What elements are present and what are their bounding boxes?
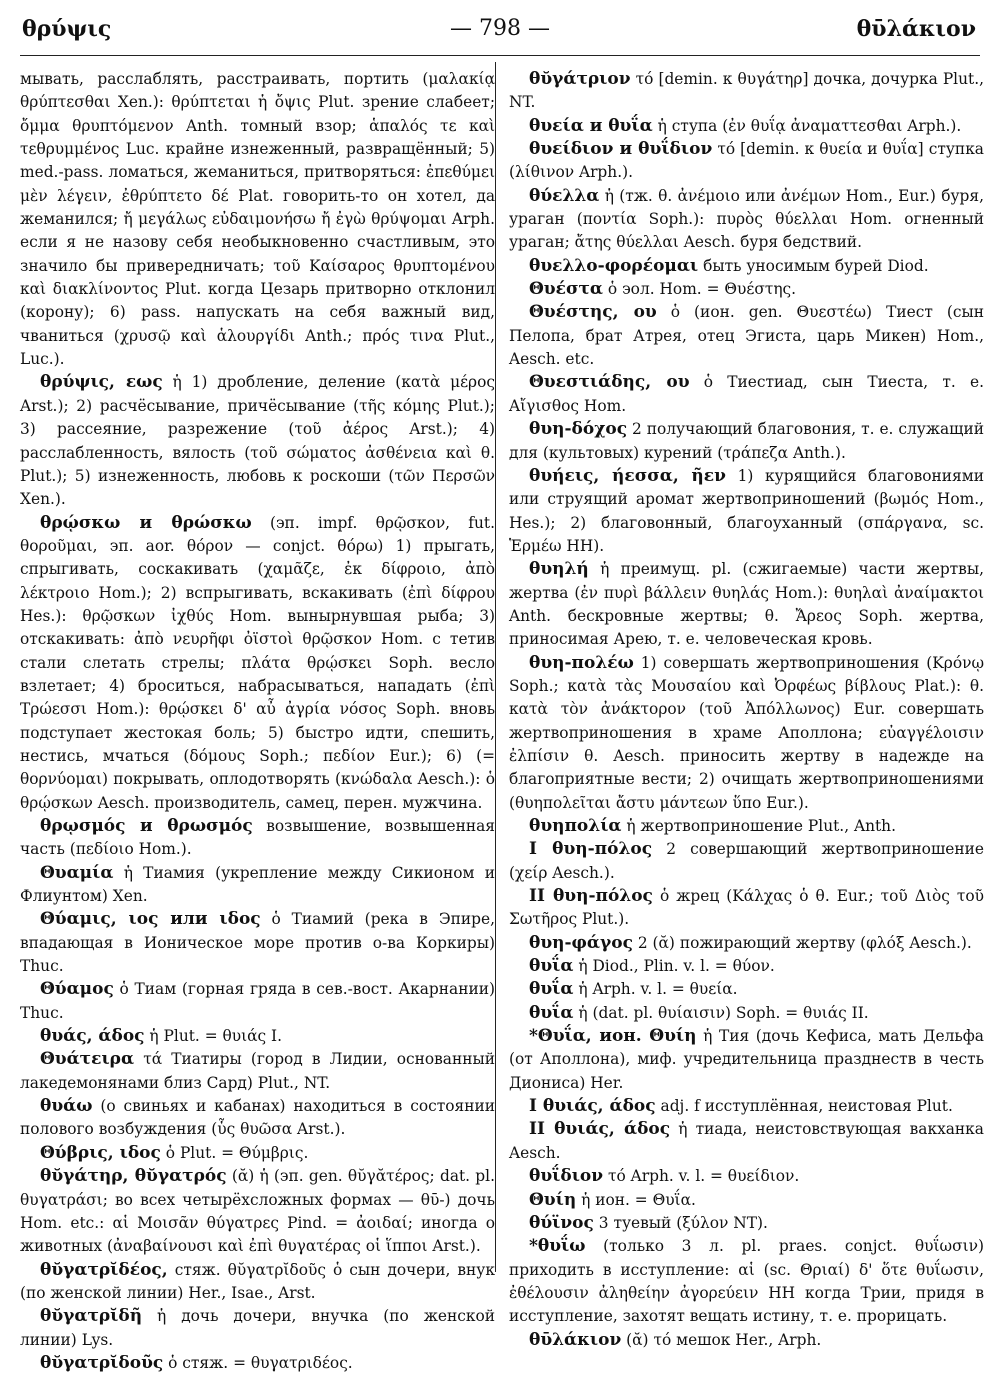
dictionary-entry	[509, 1118, 984, 1165]
dictionary-entry	[509, 465, 984, 558]
entry-headword: II θυη-πόλος	[529, 886, 653, 907]
entry-definition: ἡ Diod., Plin. v. l. = θύον.	[578, 957, 775, 976]
entry-headword: θυάς, άδος	[40, 1026, 145, 1047]
entry-headword: θύϊνος	[529, 1212, 594, 1233]
entry-headword: θυΐα	[529, 956, 574, 977]
dictionary-entry	[509, 1329, 984, 1352]
entry-definition: ὁ (ион. gen. Θυεστέω) Тиест (сын Пелопа, брат Атрея, отец Эгиста, царь Микен) Hom., Aesch. etc.	[509, 303, 984, 369]
header-left-guideword: θρύψις	[22, 16, 112, 42]
dictionary-entry	[20, 1352, 495, 1375]
entry-definition: быть уносимым бурей Diod.	[703, 256, 929, 275]
entry-definition: ἡ Тия (дочь Кефиса, мать Дельфа (от Аполлона), миф. учредительница празднеств в честь Диониса) Her.	[509, 1027, 984, 1092]
dictionary-entry	[509, 652, 984, 815]
entry-definition: (эп. impf. θρῷσκον, fut. θοροῦμαι, эп. aor. θόρον — conjct. θόρω) 1) прыгать, спрыгивать, соскакивать (χαμᾶζε, ἐκ δίφροιο, ἀπὸ λέκτροιο Hom.); 2) вспрыгивать, вскакивать (ἐπὶ δίφρου Hes.): θρῷσκων ἰχθύς Hom. вынырнувшая рыба; 3) отскакивать: ἀπὸ νευρῆφι ὀϊστοὶ θρῷσκον Hom. с тетив стали слетать стрелы; πλάτα θρῴσκει Soph. весло взлетает; 4) броситься, набрасываться, нападать (ἐπὶ Τρώεσσι Hom.): θρῴσκει δ' αὖ ἀγρία νόσος Soph. вновь подступает жестокая боль; 5) быстро идти, спешить, нестись, мчаться (δόμους Soph.; πεδίον Eur.); 6) (= θορνύομαι) покрывать, оплодотворять (κνώδαλα Aesch.): ὁ θρῴσκων Aesch. производитель, самец, перен. мужчина.	[20, 513, 495, 812]
entry-headword: Θύβρις, ιδος	[40, 1142, 161, 1163]
entry-headword: θυείδιον и θυΐδιον	[529, 139, 713, 160]
header-rule	[20, 55, 980, 56]
entry-definition: ἡ Arph. v. l. = θυεία.	[578, 980, 738, 999]
entry-headword: θῠγάτριον	[529, 69, 631, 89]
dictionary-entry	[509, 1189, 984, 1212]
entry-definition: ἡ ступа (ἐν θυΐᾳ ἀναματτεσθαι Arph.).	[657, 116, 962, 135]
entry-headword: θυη-δόχος	[529, 419, 628, 440]
entry-headword: θυη-πολέω	[529, 652, 634, 673]
entry-headword: θυεία и θυΐα	[529, 115, 653, 136]
entry-headword: Θύαμος	[40, 979, 114, 1000]
dictionary-entry	[20, 1259, 495, 1306]
entry-definition: (ᾰ) τό мешок Her., Arph.	[626, 1330, 822, 1349]
entry-definition: ὁ эол. Hom. = Θυέστης.	[607, 280, 797, 299]
entry-headword: Θυάτειρα	[40, 1049, 135, 1070]
entry-definition: ἡ (dat. pl. θυίαισιν) Soph. = θυιάς II.	[578, 1003, 869, 1022]
dictionary-entry	[20, 978, 495, 1025]
entry-definition: τό [demin. к θυεία и θυΐα] ступка (λίθινον Arph.).	[509, 140, 984, 182]
entry-definition: (ᾰ) ἡ (эп. gen. θῠγᾰτέρος; dat. pl. θυγατράσι; во всех четырёхсложных формах — θῡ-) дочь Hom. etc.: αἱ Μοισᾶν θύγατρες Pind. = ἀοιδαί; иногда о животных (ἀναβαίνουσι καὶ ἐπὶ θυγατέρας οἱ ἵπποι Arst.).	[20, 1167, 495, 1256]
entry-headword: θυΐα	[529, 1002, 574, 1023]
entry-definition: ἡ 1) дробление, деление (κατὰ μέρος Arst.); 2) расчёсывание, причёсывание (τῆς κόμης Plut.); 3) рассеяние, разрежение (τοῦ ἀέρος Arst.); 4) расслабленность, вялость (τοῦ σώματος ἀσθένεια καὶ θ. Plut.); 5) изнеженность, любовь к роскоши (τῶν Περσῶν Xen.).	[20, 373, 495, 509]
dictionary-entry	[509, 371, 984, 418]
entry-headword: θρύψις, εως	[40, 372, 163, 393]
entry-definition: 2 получающий благовония, т. е. служащий для (культовых) курений (τράπεζα Anth.).	[509, 420, 984, 462]
dictionary-entry	[509, 115, 984, 138]
entry-headword: *θυΐω	[529, 1236, 586, 1257]
entry-definition: мывать, расслаблять, расстраивать, портить (μαλακίᾳ θρύπτεσθαι Xen.): θρύπτεται ἡ ὄψις Plut. зрение слабеет; ὄμμα θρυπτόμενον Anth. томный взор; ἁπαλός τε καὶ τεθρυμμένος Luc. крайне изнеженный, развращённый; 5) med.-pass. ломаться, жеманиться, притворяться: ἐπεθύμει μὲν λέγειν, ἐθρύπτετο δέ Plat. говорить-то он хотел, да жеманился; ἤ μεγάλως εὐδαιμονήσω ἤ ἐγὼ θρύψομαι Arph. если я не назову себя необыкновенно счастливым, это значило бы привередничать; τοῦ Καίσαρος θρυπτομένου καὶ διακλίνοντος Plut. когда Цезарь притворно отклонил (корону); 6) pass. напускать на себя важный вид, чваниться (χρυσῷ καὶ ἁλουργίδι Anth.; πρός τινα Plut., Luc.).	[20, 70, 495, 369]
entry-definition: возвышение, возвышенная часть (πεδίοιο Hom.).	[20, 817, 495, 859]
left-column	[20, 68, 495, 1373]
dictionary-entry	[509, 1235, 984, 1328]
entry-headword: Θύαμις, ιος или ιδος	[40, 909, 261, 930]
entry-headword: θῠγατρῐδῆ	[40, 1306, 143, 1327]
dictionary-entry	[509, 185, 984, 255]
entry-definition: adj. f исступлённая, неистовая Plut.	[660, 1097, 953, 1116]
dictionary-entry	[509, 1025, 984, 1095]
entry-definition: ὁ Тиамий (река в Эпире, впадающая в Ионическое море против о-ва Коркиры) Thuc.	[20, 910, 495, 976]
entry-definition: (о свиньях и кабанах) находиться в состоянии полового возбуждения (ὗς θυῶσα Arst.).	[20, 1097, 495, 1139]
dictionary-entry	[509, 978, 984, 1001]
entry-headword: Θυέστα	[529, 279, 603, 300]
dictionary-entry	[20, 1165, 495, 1258]
right-column	[509, 68, 985, 1350]
dictionary-entry	[509, 885, 984, 932]
entry-headword: II θυιάς, άδος	[529, 1119, 671, 1140]
entry-headword: I θυη-πόλος	[529, 839, 653, 860]
entry-definition: τά Тиатиры (город в Лидии, основанный лакедемонянами близ Сард) Plut., NT.	[20, 1050, 495, 1092]
dictionary-entry	[509, 932, 984, 955]
entry-definition: ὁ Plut. = Θύμβρις.	[165, 1143, 309, 1162]
dictionary-entry	[509, 558, 984, 651]
dictionary-entry	[20, 862, 495, 909]
entry-headword: θύελλα	[529, 185, 600, 206]
entry-headword: Θυαμία	[40, 862, 114, 883]
entry-definition: ἡ преимущ. pl. (сжигаемые) части жертвы, жертва (ἐν πυρὶ βάλλειν θυηλάς Hom.): θυηλαὶ ἀναίμακτοι Anth. бескровные жертвы; θ. Ἄρεος Soph. жертва, приносимая Арею, т. е. человеческая кровь.	[509, 560, 984, 649]
entry-headword: θυηπολία	[529, 816, 622, 836]
entry-headword: θυΐδιον	[529, 1166, 604, 1187]
entry-definition: ἡ тиада, неистовствующая вакханка Aesch.	[509, 1120, 984, 1162]
dictionary-entry	[509, 255, 984, 278]
entry-headword: θῠγατρῐδοῦς	[40, 1352, 164, 1373]
dictionary-entry	[509, 68, 984, 115]
entry-headword: θρῴσκω и θρώσκω	[40, 512, 252, 533]
dictionary-entry	[509, 278, 984, 301]
entry-definition: ἡ (тж. θ. ἀνέμοιο или ἀνέμων Hom., Eur.) буря, ураган (ποντία Soph.): πυρὸς θύελλαι Hom. огненный ураган; ἄτης θύελλαι Aesch. буря бедствий.	[509, 186, 984, 252]
entry-headword: Θυίη	[529, 1189, 577, 1210]
dictionary-entry	[20, 1025, 495, 1048]
entry-definition: ἡ жертвоприношение Plut., Anth.	[626, 817, 896, 835]
entry-headword: I θυιάς, άδος	[529, 1096, 656, 1117]
dictionary-entry	[20, 815, 495, 862]
entry-definition: 1) курящийся благовониями или струящий аромат жертвоприношений (βωμός Hom., Hes.); 2) благовонный, благоуханный (σπάργανα, sc. Ἑρμέω HH).	[509, 466, 984, 555]
dictionary-entry	[20, 1305, 495, 1352]
dictionary-entry	[20, 371, 495, 511]
entry-definition: ἡ Тиамия (укрепление между Сикионом и Флиунтом) Xen.	[20, 863, 495, 906]
page-header	[20, 12, 980, 46]
dictionary-entry	[509, 1095, 984, 1118]
entry-definition: τό [demin. к θυγάτηρ] дочка, дочурка Plut., NT.	[509, 70, 984, 112]
entry-definition: ἡ Plut. = θυιάς I.	[149, 1027, 283, 1046]
entry-headword: θῠγάτηρ, θῠγατρός	[40, 1166, 227, 1187]
entry-definition: 3 туевый (ξύλον NT).	[598, 1213, 768, 1232]
entry-definition: ὁ Тиам (горная гряда в сев.-вост. Акарнании) Thuc.	[20, 980, 495, 1022]
dictionary-entry	[509, 1165, 984, 1188]
entry-headword: θρῳσμός и θρωσμός	[40, 816, 253, 836]
entry-definition: ὁ стяж. = θυγατριδέος.	[168, 1353, 353, 1372]
entry-headword: θυελλο-φορέομαι	[529, 255, 699, 276]
dictionary-entry	[509, 1002, 984, 1025]
entry-definition: ἡ дочь дочери, внучка (по женской линии) Lys.	[20, 1307, 495, 1349]
dictionary-entry	[20, 1048, 495, 1095]
entry-definition: ὁ Тиестиад, сын Тиеста, т. е. Αἴγισθος Hom.	[509, 373, 984, 415]
dictionary-entry	[20, 1142, 495, 1165]
entry-definition: ἡ ион. = Θυΐα.	[581, 1190, 696, 1209]
dictionary-entry	[509, 138, 984, 185]
entry-headword: θυη-φάγος	[529, 932, 633, 953]
entry-definition: (только 3 л. pl. praes. conjct. θυΐωσιν) приходить в исступление: αἱ (sc. Θριαί) δ' ὅτε θυΐωσιν, ἐθέλουσιν ἀληθείην ἀγορεύειν HH когда Трии, придя в исступление, захотят вещать истину, т. е. прорицать.	[509, 1237, 984, 1326]
entry-headword: θῠγατρῐδέος,	[40, 1259, 168, 1280]
header-right-guideword: θῡλάκιον	[856, 16, 976, 42]
entry-headword: θυάω	[40, 1096, 93, 1117]
entry-definition: τό Arph. v. l. = θυείδιον.	[607, 1167, 800, 1186]
entry-headword: θῡλάκιον	[529, 1329, 622, 1350]
entry-definition: 2 (ᾰ) пожирающий жертву (φλόξ Aesch.).	[637, 933, 972, 952]
entry-definition: ὁ жрец (Κάλχας ὁ θ. Eur.; τοῦ Διὸς τοῦ Σωτῆρος Plut.).	[509, 887, 985, 929]
entry-headword: Θυεστιάδης, ου	[529, 372, 690, 393]
entry-definition: 2 совершающий жертвоприношение (χείρ Aesch.).	[509, 840, 984, 882]
entry-headword: θυΐα	[529, 979, 574, 1000]
dictionary-entry	[509, 815, 984, 838]
dictionary-entry	[509, 955, 984, 978]
entry-headword: θυηλή	[529, 559, 589, 580]
entry-definition: 1) совершать жертвоприношения (Κρόνῳ Soph.; κατὰ τὰς Μουσαίου καὶ Ὀρφέως βίβλους Plat.): θ. κατὰ τὸν ἀνάκτορον (τοῦ Ἀπόλλωνος) Eur. совершать жертвоприношения в храме Аполлона; εὐαγγέλοισιν ἐλπίσιν θ. Aesch. приносить жертву в надежде на благоприятные вести; 2) очищать жертвоприношениями (θυηπολεῖται ἄστυ μάντεων ὕπο Eur.).	[509, 653, 984, 812]
dictionary-entry	[20, 68, 495, 371]
dictionary-entry	[509, 418, 984, 465]
entry-headword: Θυέστης, ου	[529, 302, 657, 323]
dictionary-entry	[509, 838, 984, 885]
dictionary-entry	[20, 1095, 495, 1142]
dictionary-entry	[20, 908, 495, 978]
page-number: — 798 —	[450, 16, 550, 41]
entry-headword: *Θυΐα, ион. Θυίη	[529, 1026, 697, 1047]
column-divider	[495, 62, 496, 1272]
dictionary-entry	[509, 1212, 984, 1235]
dictionary-entry	[509, 301, 984, 371]
entry-definition: стяж. θῠγατρῐδοῦς ὁ сын дочери, внук (по женской линии) Her., Isae., Arst.	[20, 1260, 495, 1302]
entry-headword: θυήεις, ήεσσα, ῆεν	[529, 465, 726, 486]
dictionary-entry	[20, 512, 495, 815]
